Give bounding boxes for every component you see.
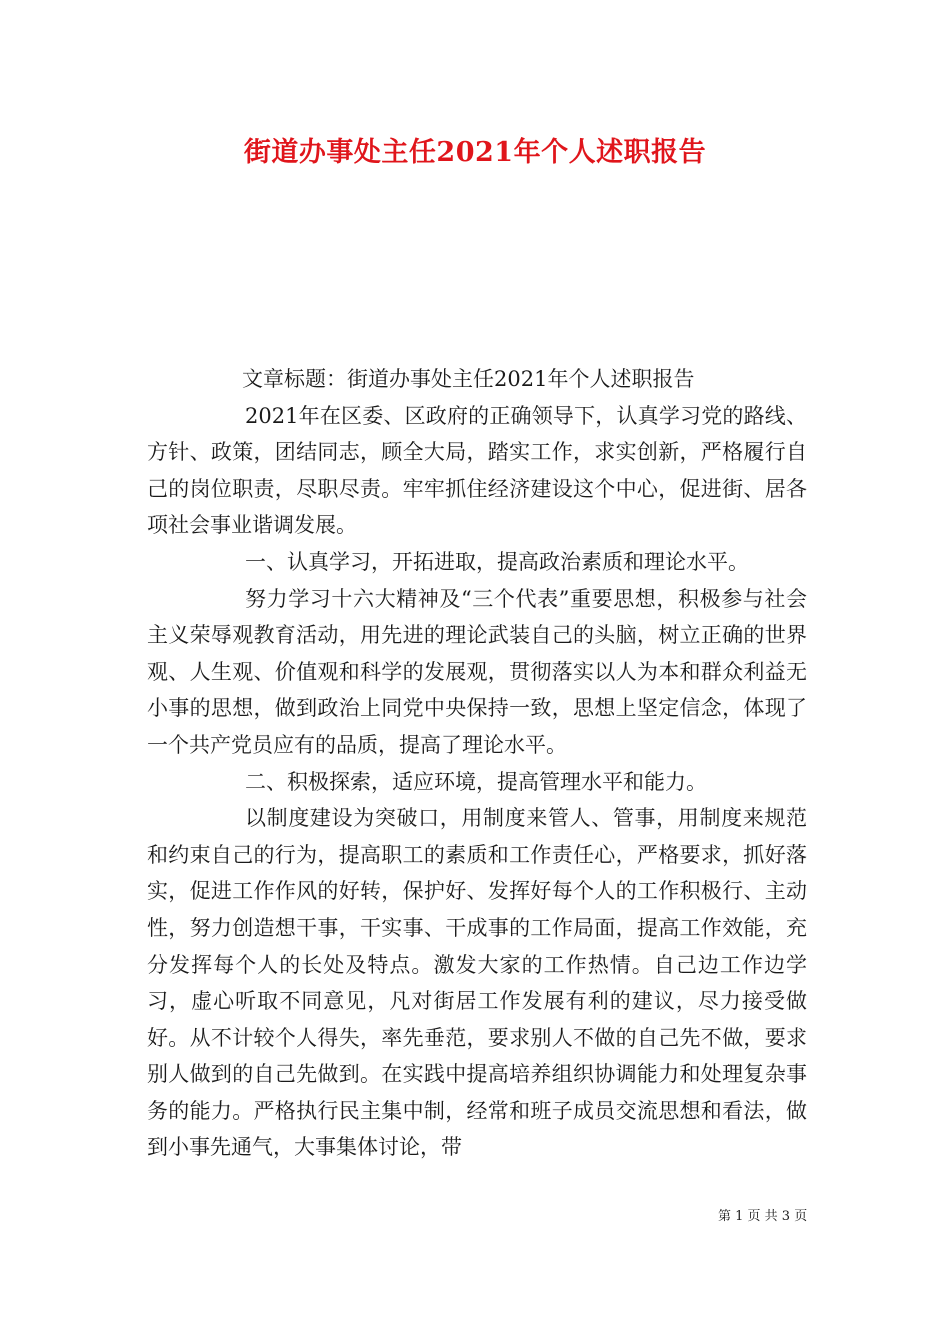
section-heading-1: 一、认真学习，开拓进取，提高政治素质和理论水平。 [245,549,749,574]
intro-paragraph: 2021年在区委、区政府的正确领导下，认真学习党的路线、方针、政策，团结同志，顾全大局，踏实工作，求实创新，严格履行自己的岗位职责，尽职尽责。牢牢抓住经济建设这个中心，促进街、居各项社会事业谐调发展。 [147,403,807,538]
page-indicator: 第 1 页 共 3 页 [718,1209,808,1224]
section-heading-2: 二、积极探索，适应环境，提高管理水平和能力。 [245,769,707,794]
section-2-paragraph: 以制度建设为突破口，用制度来管人、管事，用制度来规范和约束自己的行为，提高职工的素质和工作责任心，严格要求，抓好落实，促进工作作风的好转，保护好、发挥好每个人的工作积极行、主动性，努力创造想干事，干实事、干成事的工作局面，提高工作效能，充分发挥每个人的长处及特点。激发大家的工作热情。自己边工作边学习，虚心听取不同意见，凡对街居工作发展有利的建议，尽力接受做好。从不计较个人得失，率先垂范，要求别人不做的自己先不做，要求别人做到的自己先做到。在实践中提高培养组织协调能力和处理复杂事务的能力。严格执行民主集中制，经常和班子成员交流思想和看法，做到小事先通气，大事集体讨论，带 [147,806,807,1160]
section-1-paragraph: 努力学习十六大精神及“三个代表”重要思想，积极参与社会主义荣辱观教育活动，用先进的理论武装自己的头脑，树立正确的世界观、人生观、价值观和科学的发展观，贯彻落实以人为本和群众利益无小事的思想，做到政治上同党中央保持一致，思想上坚定信念，体现了一个共产党员应有的品质，提高了理论水平。 [147,586,807,757]
document-title: 街道办事处主任2021年个人述职报告 [243,137,707,168]
document-body [147,361,807,1166]
article-title-line: 文章标题：街道办事处主任2021年个人述职报告 [242,367,695,391]
